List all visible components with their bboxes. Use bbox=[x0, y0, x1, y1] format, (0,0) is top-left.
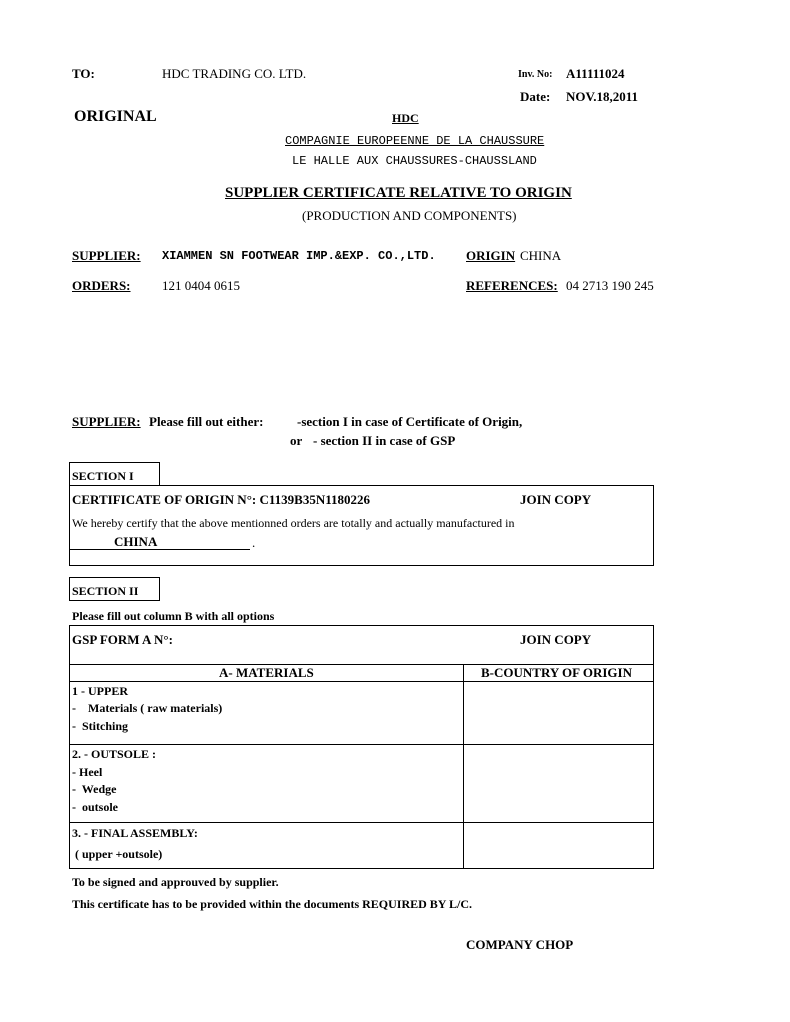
row-upper-materials: - Materials ( raw materials) bbox=[72, 701, 223, 715]
section-2-join-copy: JOIN COPY bbox=[520, 632, 592, 647]
company-line-2: LE HALLE AUX CHAUSSURES-CHAUSSLAND bbox=[292, 154, 537, 168]
section-2-instruction: Please fill out column B with all options bbox=[72, 609, 275, 623]
company-chop-label: COMPANY CHOP bbox=[466, 937, 574, 952]
section-2-tab-label: SECTION II bbox=[72, 584, 139, 598]
certificate-subtitle: (PRODUCTION AND COMPONENTS) bbox=[302, 208, 517, 223]
column-a-header: A- MATERIALS bbox=[219, 665, 314, 680]
column-b-header: B-COUNTRY OF ORIGIN bbox=[481, 665, 632, 680]
table-column-divider bbox=[463, 664, 464, 869]
references-value: 04 2713 190 245 bbox=[566, 278, 654, 293]
supplier-value: XIAMMEN SN FOOTWEAR IMP.&EXP. CO.,LTD. bbox=[162, 249, 436, 263]
manufacturing-country: CHINA bbox=[114, 534, 158, 549]
date-label: Date: bbox=[520, 89, 551, 104]
instruction-option-2: - section II in case of GSP bbox=[313, 433, 456, 448]
company-line-1: COMPAGNIE EUROPEENNE DE LA CHAUSSURE bbox=[285, 134, 545, 148]
instruction-please-fill: Please fill out either: bbox=[149, 414, 264, 429]
gsp-form-label: GSP FORM A N°: bbox=[72, 632, 173, 647]
section-1-tab-label: SECTION I bbox=[72, 469, 134, 483]
certification-statement: We hereby certify that the above mentionned orders are totally and actually manufactured in bbox=[72, 516, 515, 530]
row-2-divider bbox=[69, 822, 654, 823]
row-upper-stitching: - Stitching bbox=[72, 719, 129, 733]
row-outsole-outsole: - outsole bbox=[72, 800, 118, 814]
row-outsole-heel: - Heel bbox=[72, 765, 103, 779]
orders-label: ORDERS: bbox=[72, 278, 131, 293]
certificate-of-origin-number: CERTIFICATE OF ORIGIN N°: C1139B35N1180226 bbox=[72, 492, 370, 507]
section-1-join-copy: JOIN COPY bbox=[520, 492, 592, 507]
instruction-supplier-label: SUPPLIER: bbox=[72, 414, 141, 429]
invoice-number-value: A11111024 bbox=[566, 66, 625, 81]
to-label: TO: bbox=[72, 66, 95, 81]
date-value: NOV.18,2011 bbox=[566, 89, 638, 104]
section-2-tab-bottom bbox=[69, 600, 160, 601]
statement-period: . bbox=[252, 535, 256, 550]
row-final-assembly-title: 3. - FINAL ASSEMBLY: bbox=[72, 826, 198, 840]
footer-provided-note: This certificate has to be provided within the documents REQUIRED BY L/C. bbox=[72, 897, 473, 911]
row-outsole-wedge: - Wedge bbox=[72, 782, 117, 796]
footer-signed-note: To be signed and approuved by supplier. bbox=[72, 875, 279, 889]
table-header-bottom-line bbox=[69, 681, 654, 682]
row-final-assembly-detail: ( upper +outsole) bbox=[72, 847, 163, 861]
origin-value: CHINA bbox=[520, 248, 562, 263]
invoice-number-label: Inv. No: bbox=[518, 69, 553, 80]
references-label: REFERENCES: bbox=[466, 278, 558, 293]
instruction-or: or bbox=[290, 433, 303, 448]
to-value: HDC TRADING CO. LTD. bbox=[162, 66, 307, 81]
orders-value: 121 0404 0615 bbox=[162, 278, 240, 293]
row-1-divider bbox=[69, 744, 654, 745]
country-underline bbox=[70, 549, 250, 550]
supplier-label: SUPPLIER: bbox=[72, 248, 141, 263]
row-outsole-title: 2. - OUTSOLE : bbox=[72, 747, 157, 761]
instruction-option-1: -section I in case of Certificate of Origin, bbox=[297, 414, 523, 429]
original-label: ORIGINAL bbox=[74, 108, 157, 125]
company-short-name: HDC bbox=[392, 111, 419, 125]
row-upper-title: 1 - UPPER bbox=[72, 684, 128, 698]
certificate-title: SUPPLIER CERTIFICATE RELATIVE TO ORIGIN bbox=[225, 185, 572, 201]
origin-label: ORIGIN bbox=[466, 248, 516, 263]
